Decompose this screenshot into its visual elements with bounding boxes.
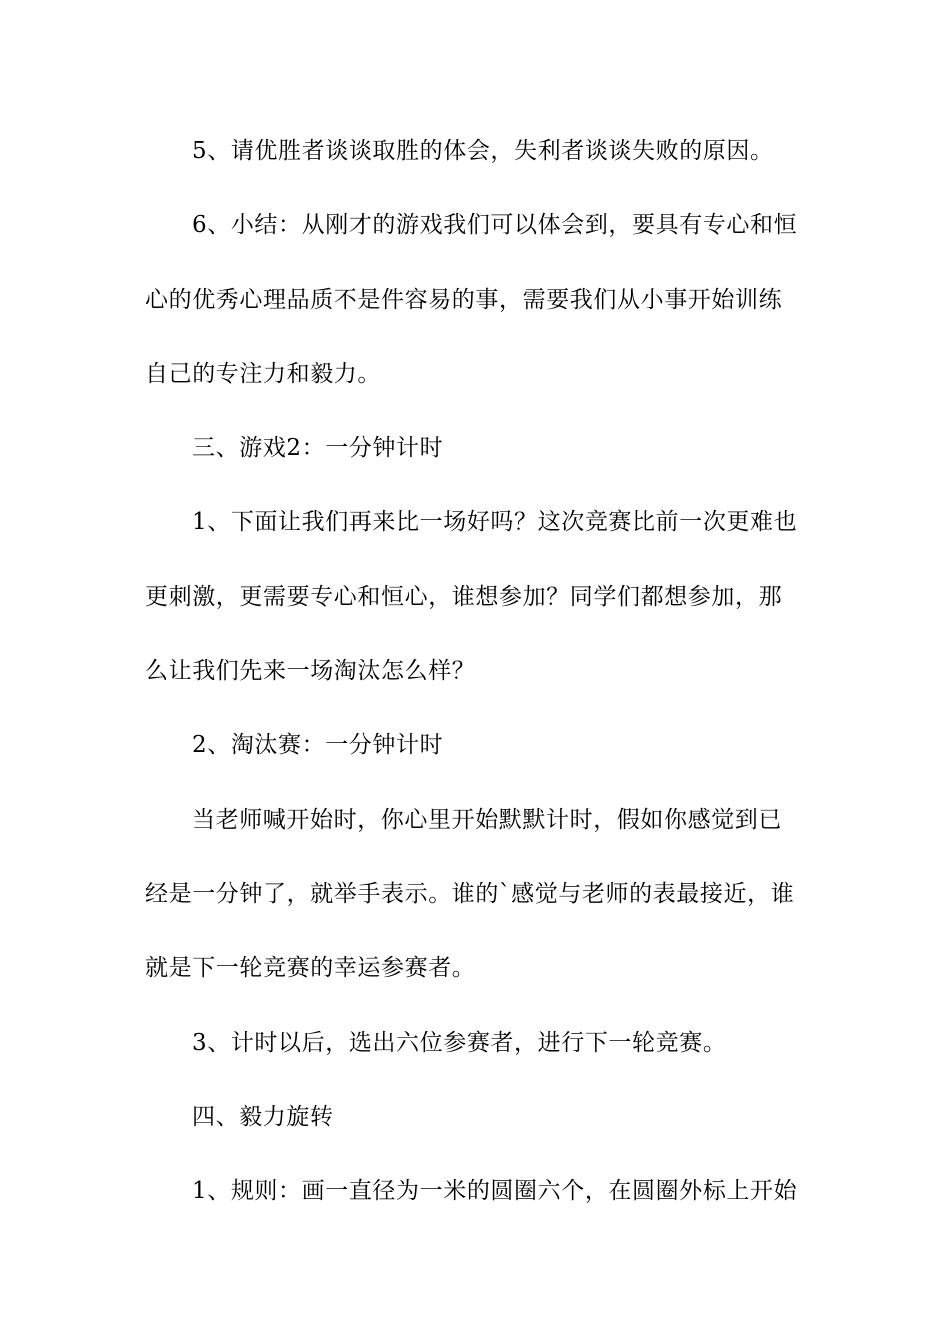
- section-heading: 三、游戏2：一分钟计时: [192, 435, 444, 462]
- paragraph-line: 经是一分钟了，就举手表示。谁的`感觉与老师的表最接近，谁: [145, 880, 795, 907]
- paragraph-line: 就是下一轮竞赛的幸运参赛者。: [145, 955, 476, 982]
- section-heading: 四、毅力旋转: [192, 1103, 334, 1130]
- paragraph-line: 更刺激，更需要专心和恒心，谁想参加？同学们都想参加，那: [145, 583, 783, 610]
- paragraph-line: 5、请优胜者谈谈取胜的体会，失利者谈谈失败的原因。: [192, 138, 774, 164]
- document-body: [145, 119, 810, 1233]
- paragraph-line: 1、下面让我们再来比一场好吗？这次竞赛比前一次更难也: [192, 509, 798, 536]
- paragraph-line: 1、规则：画一直径为一米的圆圈六个，在圆圈外标上开始: [192, 1178, 798, 1205]
- paragraph-line: 么让我们先来一场淘汰怎么样？: [145, 658, 476, 685]
- paragraph-line: 当老师喊开始时，你心里开始默默计时，假如你感觉到已: [192, 806, 782, 833]
- paragraph-line: 6、小结：从刚才的游戏我们可以体会到，要具有专心和恒: [192, 212, 798, 239]
- paragraph-line: 心的优秀心理品质不是件容易的事，需要我们从小事开始训练: [145, 286, 783, 313]
- paragraph-line: 3、计时以后，选出六位参赛者，进行下一轮竞赛。: [192, 1029, 727, 1056]
- paragraph-line: 2、淘汰赛：一分钟计时: [192, 732, 444, 759]
- paragraph-line: 自己的专注力和毅力。: [145, 360, 381, 387]
